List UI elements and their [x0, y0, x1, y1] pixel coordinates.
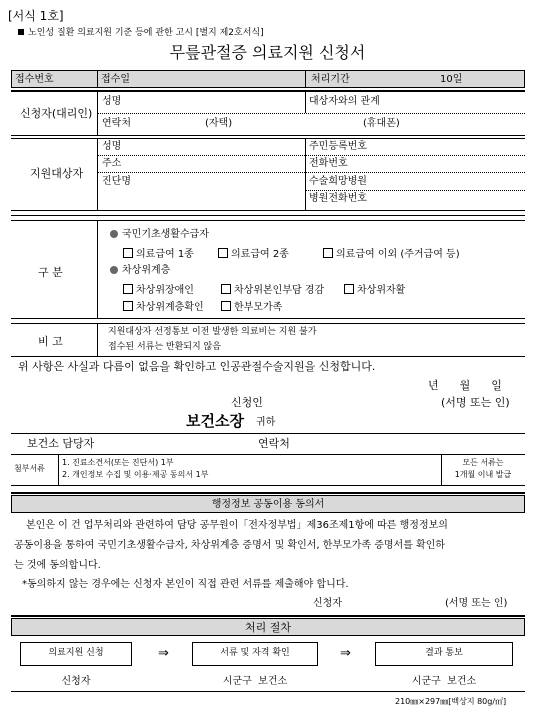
- target-name-label: 성명: [102, 141, 122, 152]
- target-phone-label: 전화번호: [309, 158, 348, 169]
- group2-option-2[interactable]: [221, 284, 324, 296]
- paper-spec: 210㎜×297㎜[백상지 80g/㎡]: [395, 697, 507, 706]
- applicant-relation-label: 대상자와의 관계: [309, 96, 380, 107]
- target-hospital-label: 수술희망병원: [309, 176, 367, 187]
- radio-filled-icon: [110, 230, 118, 238]
- checkbox-icon[interactable]: [344, 284, 354, 294]
- category-section-label: 구 분: [38, 266, 63, 279]
- group1-option-1-label: 의료급여 1종: [136, 249, 194, 260]
- target-resident-no-label: 주민등록번호: [309, 141, 367, 152]
- radio-filled-icon: [110, 266, 118, 274]
- procedure-actor-2: 시군구 보건소: [222, 676, 288, 687]
- notice-text: 노인성 질환 의료지원 기준 등에 관한 고시 [별지 제2호서식]: [28, 28, 264, 38]
- attachment-note-1: 모든 서류는: [462, 458, 504, 467]
- consent-line-3: 는 것에 동의합니다.: [14, 560, 101, 571]
- group2-option-3[interactable]: [344, 284, 405, 296]
- procedure-step-2-label: 서류 및 자격 확인: [220, 648, 290, 658]
- notice-line: [18, 29, 264, 38]
- group1-option-2[interactable]: [218, 248, 289, 260]
- arrow-right-icon: ⇒: [340, 646, 351, 661]
- declaration-text: 위 사항은 사실과 다름이 없음을 확인하고 인공관절수술지원을 신청합니다.: [18, 360, 376, 373]
- staff-contact-label: 연락처: [258, 437, 290, 450]
- checkbox-icon[interactable]: [218, 248, 228, 258]
- category-group1-label: 국민기초생활수급자: [122, 229, 209, 240]
- target-hospital-phone-label: 병원전화번호: [309, 193, 367, 204]
- addressee: 보건소장: [186, 412, 244, 430]
- arrow-right-icon: ⇒: [158, 646, 169, 661]
- applicant-section-label: 신청자(대리인): [20, 107, 93, 120]
- group1-option-1[interactable]: [123, 248, 194, 260]
- addressee-suffix: 귀하: [256, 417, 276, 428]
- target-address-label: 주소: [102, 158, 122, 169]
- checkbox-icon[interactable]: [123, 301, 133, 311]
- group1-option-3-label: 의료급여 이외 (주거급여 등): [336, 249, 460, 260]
- target-diagnosis-label: 진단명: [102, 176, 131, 187]
- group2-option-1[interactable]: [123, 284, 194, 296]
- group1-option-3[interactable]: [323, 248, 460, 260]
- consent-title: 행정정보 공동이용 동의서: [211, 499, 325, 510]
- processing-period-value: 10일: [440, 74, 463, 85]
- checkbox-icon[interactable]: [123, 248, 133, 258]
- consent-line-2: 공동이용을 통하여 국민기초생활수급자, 차상위계층 증명서 및 확인서, 한부모가족 증명서를 확인하: [14, 540, 446, 551]
- receipt-date-label: 접수일: [101, 74, 130, 85]
- procedure-title: 처리 절차: [244, 621, 291, 634]
- procedure-step-3-label: 결과 통보: [425, 648, 463, 658]
- remarks-section-label: 비 고: [38, 335, 63, 348]
- attachment-item-2: 2. 개인정보 수집 및 이용·제공 동의서 1부: [62, 470, 209, 479]
- group2-option-5-label: 한부모가족: [234, 302, 283, 313]
- checkbox-icon[interactable]: [323, 248, 333, 258]
- consent-line-4: *동의하지 않는 경우에는 신청자 본인이 직접 관련 서류를 제출해야 합니다.: [22, 579, 349, 590]
- category-group2: [110, 266, 170, 276]
- receipt-no-label: 접수번호: [15, 74, 54, 85]
- form-title: 무릎관절증 의료지원 신청서: [169, 43, 366, 62]
- consent-signer-label: 신청자: [313, 598, 342, 609]
- group2-option-5[interactable]: [221, 301, 282, 313]
- attachments-label: 첨부서류: [14, 464, 45, 473]
- applicant-sign-note: (서명 또는 인): [441, 396, 510, 409]
- date-line: 년 월 일: [428, 379, 502, 392]
- group2-option-4-label: 차상위계층확인: [136, 302, 204, 313]
- consent-line-1: 본인은 이 건 업무처리와 관련하여 담당 공무원이「전자정부법」제36조제1항에 따른 행정정보의: [26, 520, 448, 531]
- category-group2-label: 차상위계층: [122, 265, 171, 276]
- processing-period-label: 처리기간: [311, 74, 350, 85]
- applicant-name-label: 성명: [102, 96, 122, 107]
- procedure-step-1-label: 의료지원 신청: [48, 648, 104, 658]
- consent-sign-note: (서명 또는 인): [445, 598, 508, 609]
- applicant-sign-label: 신청인: [231, 396, 263, 409]
- group2-option-1-label: 차상위장애인: [136, 285, 194, 296]
- applicant-contact-label: 연락처: [102, 118, 131, 129]
- attachment-note-2: 1개월 이내 발급: [454, 470, 512, 479]
- attachment-item-1: 1. 진료소견서(또는 진단서) 1부: [62, 458, 174, 467]
- procedure-actor-3: 시군구 보건소: [411, 676, 477, 687]
- checkbox-icon[interactable]: [123, 284, 133, 294]
- procedure-actor-1: 신청자: [61, 676, 91, 687]
- checkbox-icon[interactable]: [221, 284, 231, 294]
- group2-option-4[interactable]: [123, 301, 204, 313]
- remarks-line-2: 접수된 서류는 반환되지 않음: [108, 342, 221, 352]
- category-group1: [110, 230, 209, 240]
- form-label: [서식 1호]: [8, 9, 64, 23]
- bullet-square-icon: [18, 29, 24, 35]
- group2-option-3-label: 차상위자활: [357, 285, 406, 296]
- applicant-home-label: (자택): [205, 118, 233, 129]
- remarks-line-1: 지원대상자 선정통보 이전 발생한 의료비는 지원 불가: [108, 327, 317, 337]
- applicant-mobile-label: (휴대폰): [363, 118, 400, 129]
- target-section-label: 지원대상자: [30, 167, 84, 180]
- staff-label: 보건소 담당자: [27, 437, 95, 450]
- group2-option-2-label: 차상위본인부담 경감: [234, 285, 325, 296]
- group1-option-2-label: 의료급여 2종: [231, 249, 289, 260]
- checkbox-icon[interactable]: [221, 301, 231, 311]
